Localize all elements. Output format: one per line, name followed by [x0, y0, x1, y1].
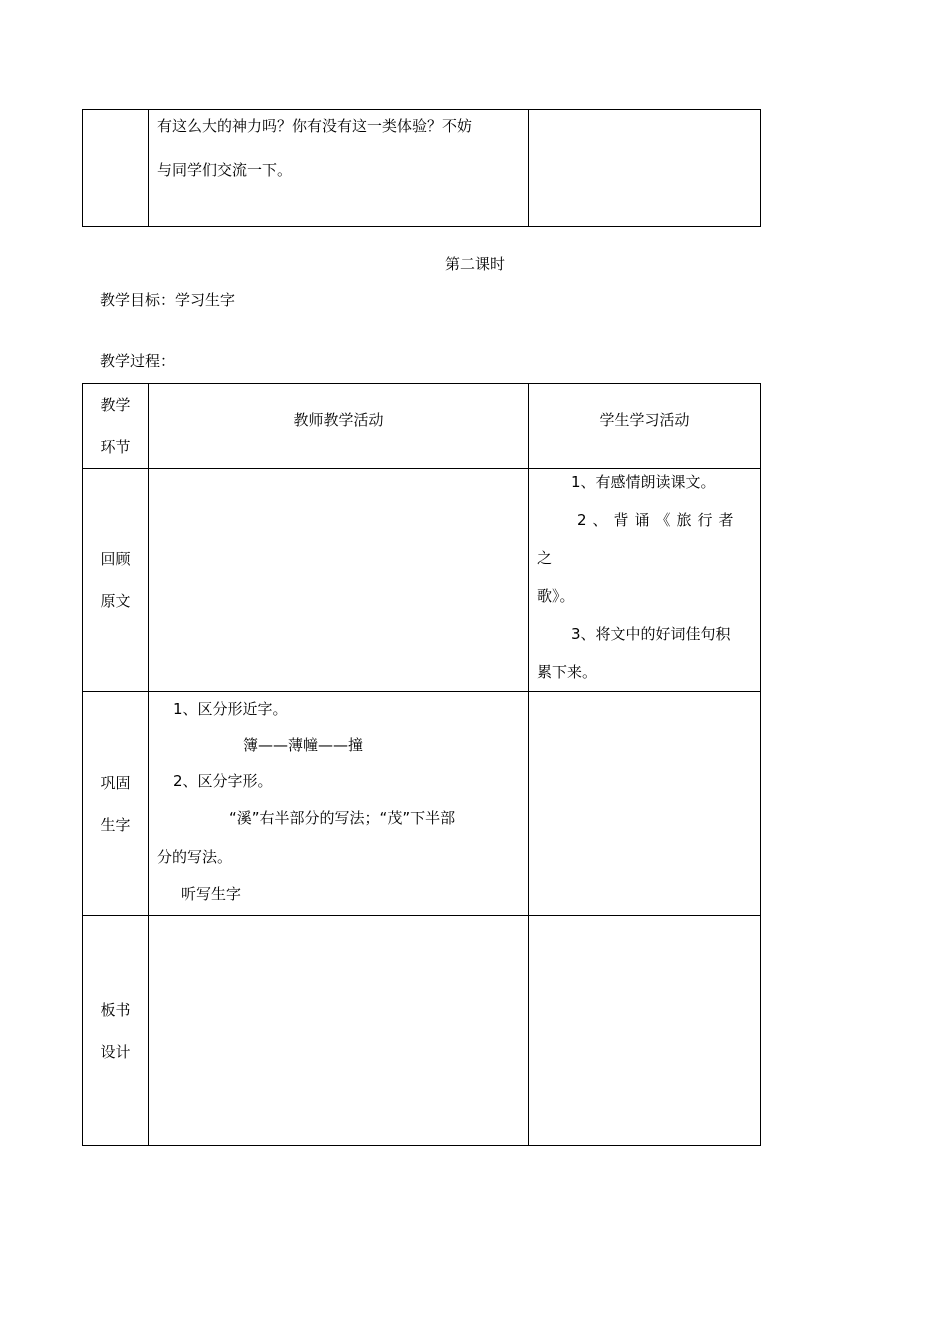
teaching-process-table	[82, 383, 761, 1146]
text-line: 2、背诵《旅行者之	[537, 511, 740, 567]
text-line: 听写生字	[181, 885, 242, 903]
teaching-objective: 教学目标：学习生字	[100, 291, 236, 309]
stage-cell-review	[83, 469, 149, 692]
stage-line: 回顾	[100, 550, 131, 568]
continued-activity-table	[82, 109, 761, 227]
text-line: 1、区分形近字。	[173, 700, 288, 718]
table-row-consolidate	[83, 692, 761, 916]
stage-line: 板书	[100, 1000, 131, 1019]
teacher-activity-cell-empty	[149, 916, 529, 1146]
table-row	[83, 110, 761, 227]
stage-line: 原文	[100, 592, 131, 610]
header-stage-line: 教学	[100, 396, 131, 414]
header-teacher-cell	[149, 384, 529, 469]
header-student-cell	[529, 384, 761, 469]
text-line: 1、有感情朗读课文。	[571, 473, 716, 491]
text-line: 与同学们交流一下。	[157, 161, 293, 179]
student-activity-cell-empty	[529, 110, 761, 227]
section-title: 第二课时	[444, 255, 505, 273]
teacher-activity-cell-empty	[149, 469, 529, 692]
table-row-review	[83, 469, 761, 692]
text-line: 歌》。	[537, 587, 575, 605]
teacher-activity-cell	[149, 692, 529, 916]
table-row-board-design	[83, 916, 761, 1146]
header-teacher-label: 教师教学活动	[293, 411, 384, 429]
stage-line: 设计	[100, 1042, 131, 1061]
stage-cell-empty	[83, 110, 149, 227]
header-student-label: 学生学习活动	[599, 411, 690, 429]
text-line: “溪”右半部分的写法；“茂”下半部	[229, 809, 456, 827]
student-activity-cell	[529, 469, 761, 692]
text-line: 2、区分字形。	[173, 772, 273, 790]
student-activity-cell-empty	[529, 692, 761, 916]
stage-line: 巩固	[100, 773, 131, 792]
teacher-activity-cell	[149, 110, 529, 227]
stage-cell-consolidate	[83, 692, 149, 916]
teaching-process-label: 教学过程：	[100, 352, 176, 370]
text-line: 分的写法。	[157, 848, 233, 866]
table-header-row	[83, 384, 761, 469]
student-activity-cell-empty	[529, 916, 761, 1146]
text-line: 累下来。	[537, 663, 598, 681]
stage-line: 生字	[100, 815, 131, 834]
text-line: 有这么大的神力吗？你有没有这一类体验？不妨	[157, 117, 473, 135]
header-stage-cell	[83, 384, 149, 469]
header-stage-line: 环节	[100, 438, 131, 456]
stage-cell-board-design	[83, 916, 149, 1146]
text-line: 3、将文中的好词佳句积	[571, 625, 731, 643]
text-line: 簿——薄幢——撞	[243, 736, 364, 754]
